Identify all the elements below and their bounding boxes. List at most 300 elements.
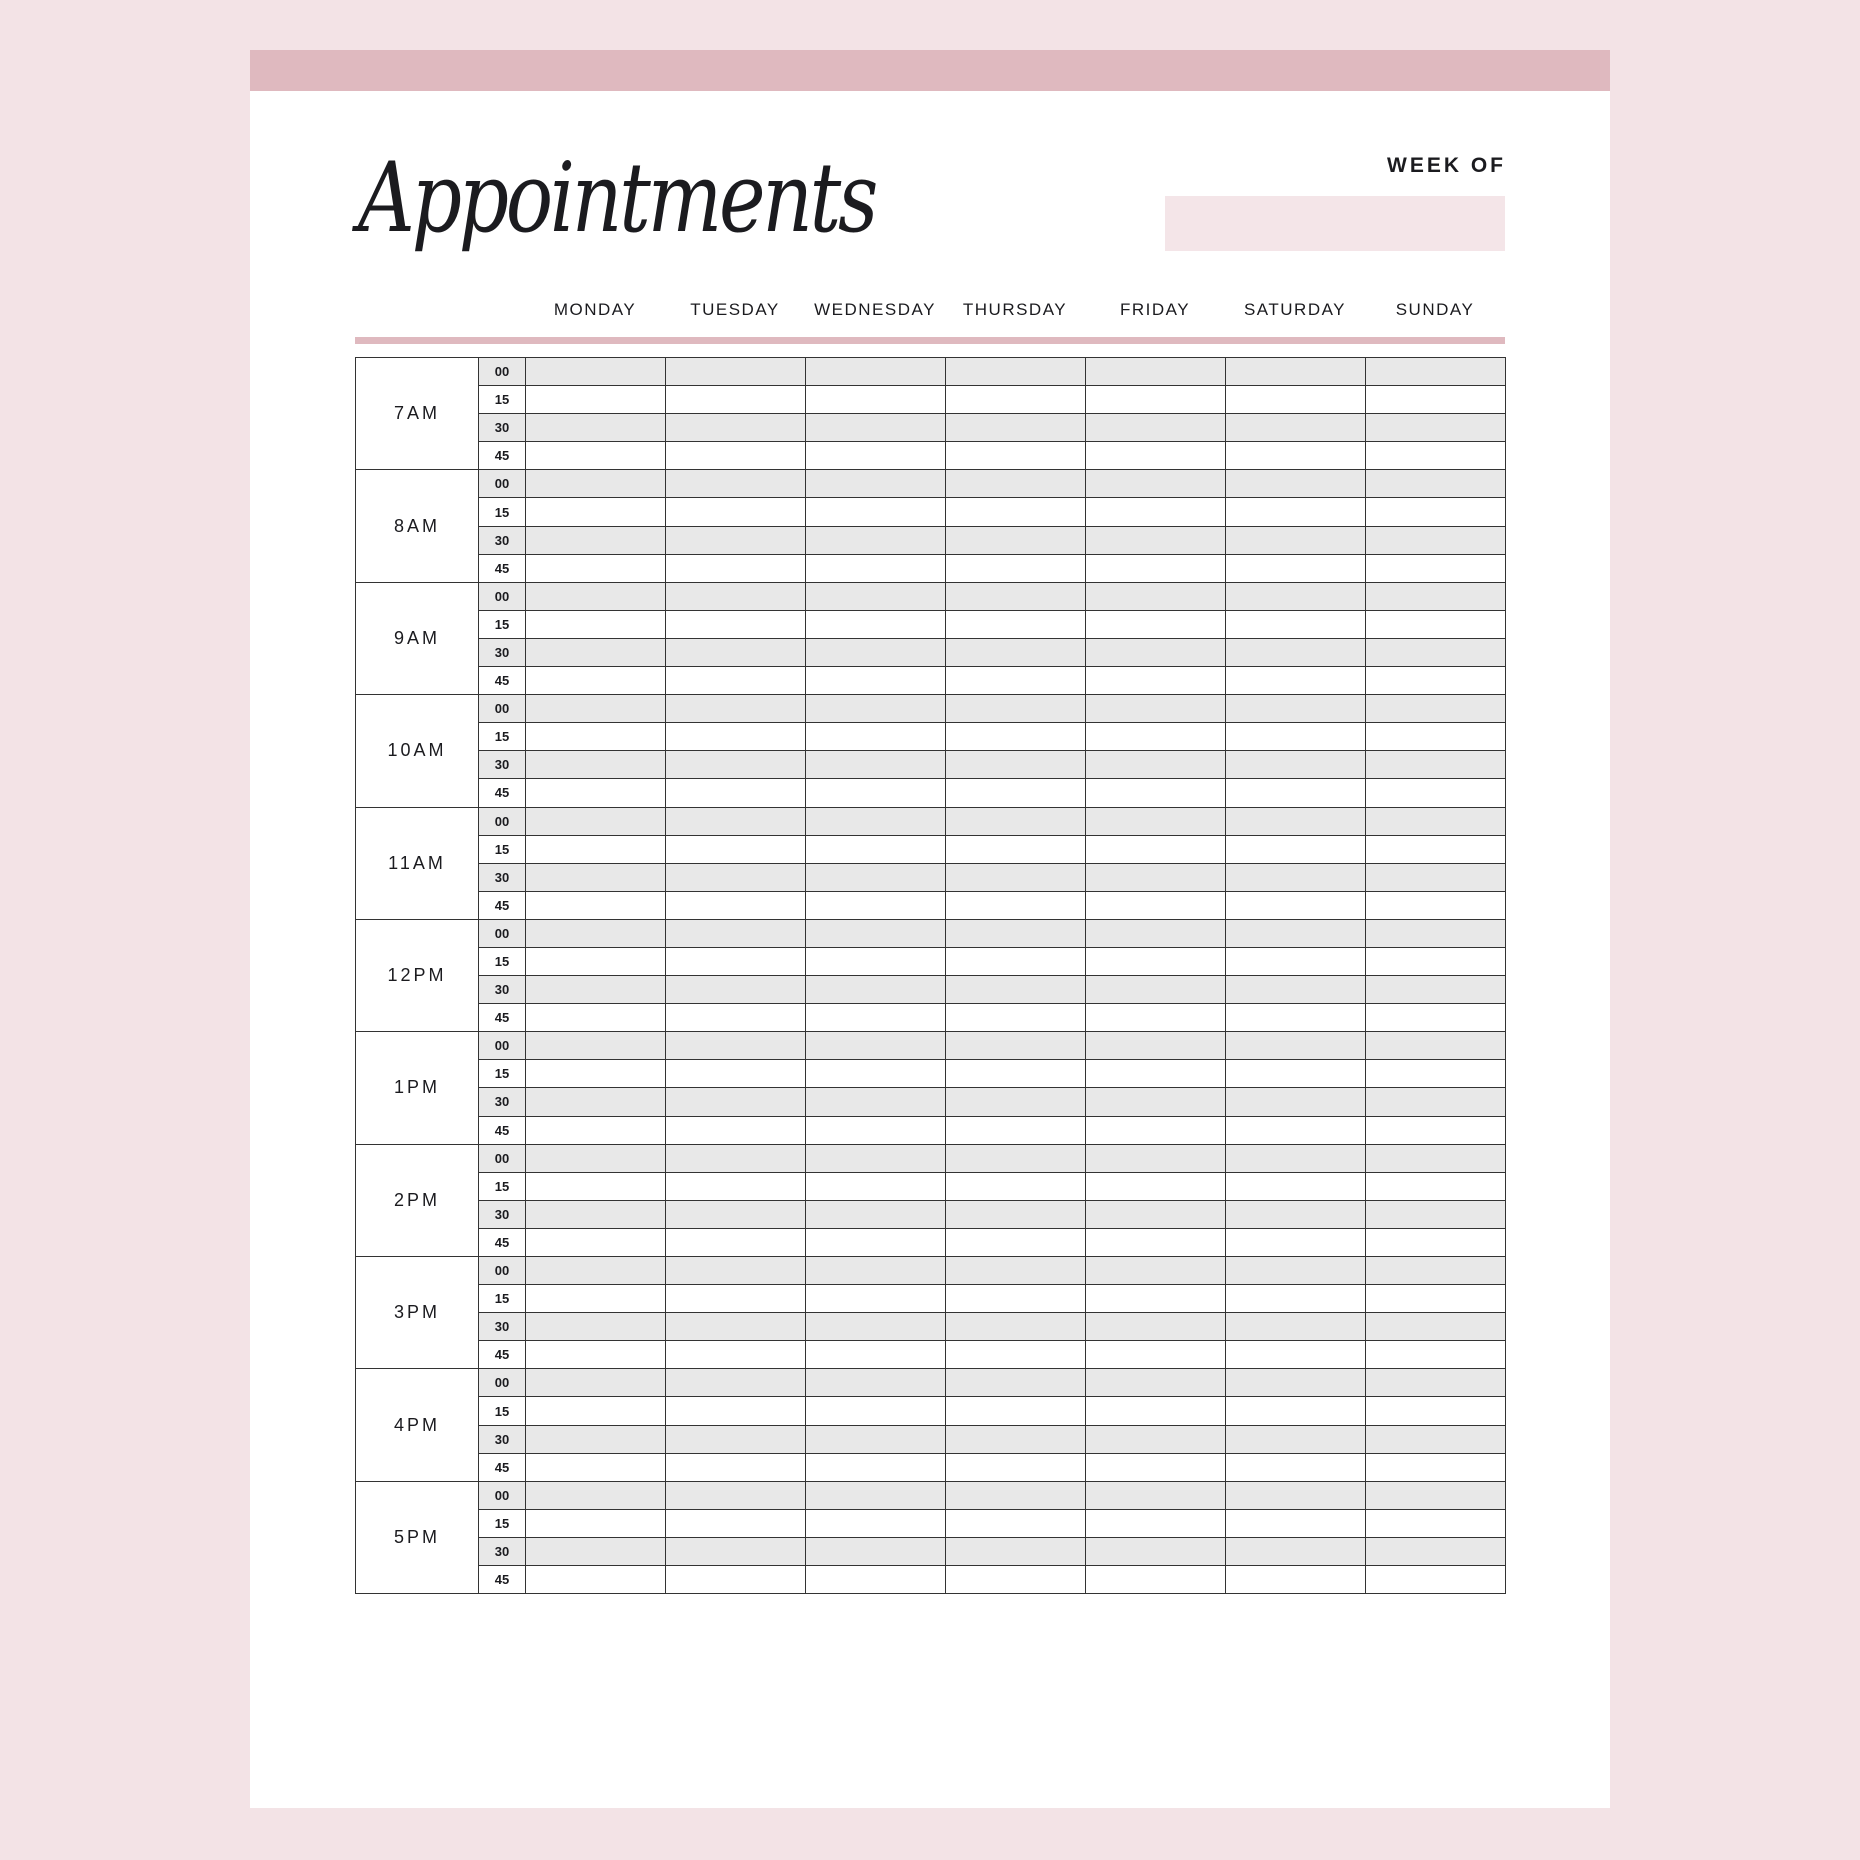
- appointment-cell-monday[interactable]: [526, 526, 666, 554]
- appointment-cell-monday[interactable]: [526, 695, 666, 723]
- appointment-cell-sunday[interactable]: [1366, 835, 1506, 863]
- appointment-cell-sunday[interactable]: [1366, 863, 1506, 891]
- appointment-cell-friday[interactable]: [1086, 1257, 1226, 1285]
- appointment-cell-saturday[interactable]: [1226, 1566, 1366, 1594]
- appointment-cell-tuesday[interactable]: [666, 1537, 806, 1565]
- appointment-cell-thursday[interactable]: [946, 863, 1086, 891]
- appointment-cell-saturday[interactable]: [1226, 947, 1366, 975]
- appointment-cell-thursday[interactable]: [946, 358, 1086, 386]
- appointment-cell-saturday[interactable]: [1226, 891, 1366, 919]
- appointment-cell-sunday[interactable]: [1366, 751, 1506, 779]
- appointment-cell-friday[interactable]: [1086, 1285, 1226, 1313]
- appointment-cell-saturday[interactable]: [1226, 1313, 1366, 1341]
- appointment-cell-tuesday[interactable]: [666, 723, 806, 751]
- appointment-cell-monday[interactable]: [526, 1566, 666, 1594]
- appointment-cell-sunday[interactable]: [1366, 1509, 1506, 1537]
- appointment-cell-sunday[interactable]: [1366, 498, 1506, 526]
- appointment-cell-thursday[interactable]: [946, 1397, 1086, 1425]
- appointment-cell-thursday[interactable]: [946, 1509, 1086, 1537]
- appointment-cell-friday[interactable]: [1086, 414, 1226, 442]
- appointment-cell-wednesday[interactable]: [806, 835, 946, 863]
- appointment-cell-friday[interactable]: [1086, 1228, 1226, 1256]
- appointment-cell-sunday[interactable]: [1366, 1257, 1506, 1285]
- appointment-cell-monday[interactable]: [526, 1032, 666, 1060]
- appointment-cell-thursday[interactable]: [946, 1088, 1086, 1116]
- appointment-cell-sunday[interactable]: [1366, 695, 1506, 723]
- appointment-cell-thursday[interactable]: [946, 1537, 1086, 1565]
- appointment-cell-saturday[interactable]: [1226, 554, 1366, 582]
- appointment-cell-saturday[interactable]: [1226, 1257, 1366, 1285]
- appointment-cell-tuesday[interactable]: [666, 976, 806, 1004]
- appointment-cell-wednesday[interactable]: [806, 582, 946, 610]
- appointment-cell-wednesday[interactable]: [806, 1257, 946, 1285]
- appointment-cell-sunday[interactable]: [1366, 442, 1506, 470]
- appointment-cell-sunday[interactable]: [1366, 976, 1506, 1004]
- appointment-cell-tuesday[interactable]: [666, 1453, 806, 1481]
- appointment-cell-sunday[interactable]: [1366, 1004, 1506, 1032]
- appointment-cell-tuesday[interactable]: [666, 386, 806, 414]
- appointment-cell-friday[interactable]: [1086, 1200, 1226, 1228]
- appointment-cell-thursday[interactable]: [946, 470, 1086, 498]
- appointment-cell-sunday[interactable]: [1366, 723, 1506, 751]
- appointment-cell-sunday[interactable]: [1366, 667, 1506, 695]
- appointment-cell-saturday[interactable]: [1226, 863, 1366, 891]
- appointment-cell-friday[interactable]: [1086, 1509, 1226, 1537]
- appointment-cell-wednesday[interactable]: [806, 1397, 946, 1425]
- appointment-cell-wednesday[interactable]: [806, 1116, 946, 1144]
- appointment-cell-friday[interactable]: [1086, 638, 1226, 666]
- appointment-cell-sunday[interactable]: [1366, 582, 1506, 610]
- appointment-cell-thursday[interactable]: [946, 919, 1086, 947]
- appointment-cell-saturday[interactable]: [1226, 638, 1366, 666]
- appointment-cell-monday[interactable]: [526, 1116, 666, 1144]
- appointment-cell-tuesday[interactable]: [666, 1116, 806, 1144]
- appointment-cell-monday[interactable]: [526, 498, 666, 526]
- appointment-cell-tuesday[interactable]: [666, 498, 806, 526]
- appointment-cell-friday[interactable]: [1086, 1032, 1226, 1060]
- appointment-cell-wednesday[interactable]: [806, 1060, 946, 1088]
- appointment-cell-monday[interactable]: [526, 723, 666, 751]
- appointment-cell-friday[interactable]: [1086, 1425, 1226, 1453]
- appointment-cell-thursday[interactable]: [946, 526, 1086, 554]
- appointment-cell-tuesday[interactable]: [666, 442, 806, 470]
- appointment-cell-wednesday[interactable]: [806, 863, 946, 891]
- appointment-cell-thursday[interactable]: [946, 582, 1086, 610]
- appointment-cell-sunday[interactable]: [1366, 414, 1506, 442]
- appointment-cell-sunday[interactable]: [1366, 891, 1506, 919]
- appointment-cell-wednesday[interactable]: [806, 1004, 946, 1032]
- appointment-cell-tuesday[interactable]: [666, 751, 806, 779]
- appointment-cell-friday[interactable]: [1086, 442, 1226, 470]
- appointment-cell-monday[interactable]: [526, 779, 666, 807]
- appointment-cell-tuesday[interactable]: [666, 1257, 806, 1285]
- appointment-cell-thursday[interactable]: [946, 1172, 1086, 1200]
- appointment-cell-tuesday[interactable]: [666, 610, 806, 638]
- appointment-cell-wednesday[interactable]: [806, 1566, 946, 1594]
- appointment-cell-saturday[interactable]: [1226, 1369, 1366, 1397]
- appointment-cell-friday[interactable]: [1086, 1144, 1226, 1172]
- appointment-cell-monday[interactable]: [526, 1397, 666, 1425]
- appointment-cell-wednesday[interactable]: [806, 554, 946, 582]
- appointment-cell-thursday[interactable]: [946, 1425, 1086, 1453]
- appointment-cell-wednesday[interactable]: [806, 667, 946, 695]
- appointment-cell-monday[interactable]: [526, 891, 666, 919]
- appointment-cell-thursday[interactable]: [946, 1032, 1086, 1060]
- appointment-cell-thursday[interactable]: [946, 1285, 1086, 1313]
- appointment-cell-wednesday[interactable]: [806, 947, 946, 975]
- appointment-cell-wednesday[interactable]: [806, 610, 946, 638]
- appointment-cell-sunday[interactable]: [1366, 919, 1506, 947]
- appointment-cell-saturday[interactable]: [1226, 1032, 1366, 1060]
- appointment-cell-wednesday[interactable]: [806, 1144, 946, 1172]
- appointment-cell-sunday[interactable]: [1366, 1397, 1506, 1425]
- appointment-cell-saturday[interactable]: [1226, 1088, 1366, 1116]
- appointment-cell-friday[interactable]: [1086, 1313, 1226, 1341]
- appointment-cell-wednesday[interactable]: [806, 526, 946, 554]
- appointment-cell-tuesday[interactable]: [666, 1369, 806, 1397]
- appointment-cell-tuesday[interactable]: [666, 638, 806, 666]
- appointment-cell-sunday[interactable]: [1366, 807, 1506, 835]
- appointment-cell-wednesday[interactable]: [806, 1425, 946, 1453]
- appointment-cell-monday[interactable]: [526, 1172, 666, 1200]
- appointment-cell-sunday[interactable]: [1366, 1369, 1506, 1397]
- appointment-cell-friday[interactable]: [1086, 947, 1226, 975]
- appointment-cell-saturday[interactable]: [1226, 498, 1366, 526]
- appointment-cell-monday[interactable]: [526, 470, 666, 498]
- appointment-cell-sunday[interactable]: [1366, 1341, 1506, 1369]
- appointment-cell-monday[interactable]: [526, 386, 666, 414]
- appointment-cell-thursday[interactable]: [946, 807, 1086, 835]
- week-of-field[interactable]: [1165, 196, 1505, 251]
- appointment-cell-thursday[interactable]: [946, 1257, 1086, 1285]
- appointment-cell-monday[interactable]: [526, 610, 666, 638]
- appointment-cell-tuesday[interactable]: [666, 1285, 806, 1313]
- appointment-cell-sunday[interactable]: [1366, 1116, 1506, 1144]
- appointment-cell-wednesday[interactable]: [806, 358, 946, 386]
- appointment-cell-monday[interactable]: [526, 358, 666, 386]
- appointment-cell-tuesday[interactable]: [666, 947, 806, 975]
- appointment-cell-monday[interactable]: [526, 1341, 666, 1369]
- appointment-cell-saturday[interactable]: [1226, 1116, 1366, 1144]
- appointment-cell-tuesday[interactable]: [666, 891, 806, 919]
- appointment-cell-wednesday[interactable]: [806, 1341, 946, 1369]
- appointment-cell-saturday[interactable]: [1226, 976, 1366, 1004]
- appointment-cell-monday[interactable]: [526, 1200, 666, 1228]
- appointment-cell-friday[interactable]: [1086, 610, 1226, 638]
- appointment-cell-sunday[interactable]: [1366, 1144, 1506, 1172]
- appointment-cell-monday[interactable]: [526, 554, 666, 582]
- appointment-cell-thursday[interactable]: [946, 638, 1086, 666]
- appointment-cell-tuesday[interactable]: [666, 835, 806, 863]
- appointment-cell-thursday[interactable]: [946, 1566, 1086, 1594]
- appointment-cell-saturday[interactable]: [1226, 1341, 1366, 1369]
- appointment-cell-monday[interactable]: [526, 1088, 666, 1116]
- appointment-cell-thursday[interactable]: [946, 1004, 1086, 1032]
- appointment-cell-sunday[interactable]: [1366, 1172, 1506, 1200]
- appointment-cell-thursday[interactable]: [946, 891, 1086, 919]
- appointment-cell-wednesday[interactable]: [806, 498, 946, 526]
- appointment-cell-friday[interactable]: [1086, 863, 1226, 891]
- appointment-cell-friday[interactable]: [1086, 1537, 1226, 1565]
- appointment-cell-tuesday[interactable]: [666, 358, 806, 386]
- appointment-cell-friday[interactable]: [1086, 667, 1226, 695]
- appointment-cell-saturday[interactable]: [1226, 667, 1366, 695]
- appointment-cell-tuesday[interactable]: [666, 554, 806, 582]
- appointment-cell-saturday[interactable]: [1226, 835, 1366, 863]
- appointment-cell-friday[interactable]: [1086, 498, 1226, 526]
- appointment-cell-sunday[interactable]: [1366, 1060, 1506, 1088]
- appointment-cell-thursday[interactable]: [946, 498, 1086, 526]
- appointment-cell-tuesday[interactable]: [666, 1566, 806, 1594]
- appointment-cell-saturday[interactable]: [1226, 1200, 1366, 1228]
- appointment-cell-tuesday[interactable]: [666, 1509, 806, 1537]
- appointment-cell-monday[interactable]: [526, 667, 666, 695]
- appointment-cell-tuesday[interactable]: [666, 470, 806, 498]
- appointment-cell-tuesday[interactable]: [666, 807, 806, 835]
- appointment-cell-saturday[interactable]: [1226, 1144, 1366, 1172]
- appointment-cell-sunday[interactable]: [1366, 1032, 1506, 1060]
- appointment-cell-wednesday[interactable]: [806, 1313, 946, 1341]
- appointment-cell-friday[interactable]: [1086, 779, 1226, 807]
- appointment-cell-tuesday[interactable]: [666, 1200, 806, 1228]
- appointment-cell-thursday[interactable]: [946, 610, 1086, 638]
- appointment-cell-thursday[interactable]: [946, 947, 1086, 975]
- appointment-cell-thursday[interactable]: [946, 442, 1086, 470]
- appointment-cell-tuesday[interactable]: [666, 667, 806, 695]
- appointment-cell-tuesday[interactable]: [666, 1004, 806, 1032]
- appointment-cell-monday[interactable]: [526, 1285, 666, 1313]
- appointment-cell-saturday[interactable]: [1226, 695, 1366, 723]
- appointment-cell-saturday[interactable]: [1226, 526, 1366, 554]
- appointment-cell-sunday[interactable]: [1366, 358, 1506, 386]
- appointment-cell-wednesday[interactable]: [806, 1172, 946, 1200]
- appointment-cell-wednesday[interactable]: [806, 1032, 946, 1060]
- appointment-cell-monday[interactable]: [526, 1004, 666, 1032]
- appointment-cell-thursday[interactable]: [946, 695, 1086, 723]
- appointment-cell-tuesday[interactable]: [666, 919, 806, 947]
- appointment-cell-saturday[interactable]: [1226, 779, 1366, 807]
- appointment-cell-sunday[interactable]: [1366, 1537, 1506, 1565]
- appointment-cell-saturday[interactable]: [1226, 1004, 1366, 1032]
- appointment-cell-saturday[interactable]: [1226, 1509, 1366, 1537]
- appointment-cell-tuesday[interactable]: [666, 1144, 806, 1172]
- appointment-cell-thursday[interactable]: [946, 1341, 1086, 1369]
- appointment-cell-tuesday[interactable]: [666, 1088, 806, 1116]
- appointment-cell-friday[interactable]: [1086, 891, 1226, 919]
- appointment-cell-saturday[interactable]: [1226, 1228, 1366, 1256]
- appointment-cell-tuesday[interactable]: [666, 695, 806, 723]
- appointment-cell-friday[interactable]: [1086, 526, 1226, 554]
- appointment-cell-tuesday[interactable]: [666, 1228, 806, 1256]
- appointment-cell-sunday[interactable]: [1366, 1088, 1506, 1116]
- appointment-cell-tuesday[interactable]: [666, 779, 806, 807]
- appointment-cell-friday[interactable]: [1086, 1004, 1226, 1032]
- appointment-cell-saturday[interactable]: [1226, 1537, 1366, 1565]
- appointment-cell-sunday[interactable]: [1366, 470, 1506, 498]
- appointment-cell-friday[interactable]: [1086, 1397, 1226, 1425]
- appointment-cell-thursday[interactable]: [946, 414, 1086, 442]
- appointment-cell-saturday[interactable]: [1226, 442, 1366, 470]
- appointment-cell-tuesday[interactable]: [666, 1425, 806, 1453]
- appointment-cell-wednesday[interactable]: [806, 1369, 946, 1397]
- appointment-cell-saturday[interactable]: [1226, 1172, 1366, 1200]
- appointment-cell-friday[interactable]: [1086, 976, 1226, 1004]
- appointment-cell-monday[interactable]: [526, 638, 666, 666]
- appointment-cell-sunday[interactable]: [1366, 526, 1506, 554]
- appointment-cell-saturday[interactable]: [1226, 751, 1366, 779]
- appointment-cell-saturday[interactable]: [1226, 470, 1366, 498]
- appointment-cell-wednesday[interactable]: [806, 414, 946, 442]
- appointment-cell-tuesday[interactable]: [666, 1032, 806, 1060]
- appointment-cell-wednesday[interactable]: [806, 695, 946, 723]
- appointment-cell-saturday[interactable]: [1226, 723, 1366, 751]
- appointment-cell-friday[interactable]: [1086, 1369, 1226, 1397]
- appointment-cell-tuesday[interactable]: [666, 1313, 806, 1341]
- appointment-cell-sunday[interactable]: [1366, 1481, 1506, 1509]
- appointment-cell-friday[interactable]: [1086, 919, 1226, 947]
- appointment-cell-monday[interactable]: [526, 1425, 666, 1453]
- appointment-cell-thursday[interactable]: [946, 1481, 1086, 1509]
- appointment-cell-wednesday[interactable]: [806, 891, 946, 919]
- appointment-cell-tuesday[interactable]: [666, 1172, 806, 1200]
- appointment-cell-tuesday[interactable]: [666, 1397, 806, 1425]
- appointment-cell-friday[interactable]: [1086, 1341, 1226, 1369]
- appointment-cell-monday[interactable]: [526, 414, 666, 442]
- appointment-cell-monday[interactable]: [526, 947, 666, 975]
- appointment-cell-thursday[interactable]: [946, 1228, 1086, 1256]
- appointment-cell-wednesday[interactable]: [806, 638, 946, 666]
- appointment-cell-thursday[interactable]: [946, 554, 1086, 582]
- appointment-cell-monday[interactable]: [526, 582, 666, 610]
- appointment-cell-monday[interactable]: [526, 1313, 666, 1341]
- appointment-cell-friday[interactable]: [1086, 695, 1226, 723]
- appointment-cell-saturday[interactable]: [1226, 919, 1366, 947]
- appointment-cell-monday[interactable]: [526, 1453, 666, 1481]
- appointment-cell-wednesday[interactable]: [806, 386, 946, 414]
- appointment-cell-sunday[interactable]: [1366, 1285, 1506, 1313]
- appointment-cell-friday[interactable]: [1086, 1172, 1226, 1200]
- appointment-cell-friday[interactable]: [1086, 554, 1226, 582]
- appointment-cell-monday[interactable]: [526, 919, 666, 947]
- appointment-cell-sunday[interactable]: [1366, 554, 1506, 582]
- appointment-cell-wednesday[interactable]: [806, 1537, 946, 1565]
- appointment-cell-friday[interactable]: [1086, 470, 1226, 498]
- appointment-cell-wednesday[interactable]: [806, 1285, 946, 1313]
- appointment-cell-tuesday[interactable]: [666, 1341, 806, 1369]
- appointment-cell-saturday[interactable]: [1226, 414, 1366, 442]
- appointment-cell-thursday[interactable]: [946, 1116, 1086, 1144]
- appointment-cell-monday[interactable]: [526, 1509, 666, 1537]
- appointment-cell-thursday[interactable]: [946, 1453, 1086, 1481]
- appointment-cell-tuesday[interactable]: [666, 863, 806, 891]
- appointment-cell-tuesday[interactable]: [666, 414, 806, 442]
- appointment-cell-thursday[interactable]: [946, 835, 1086, 863]
- appointment-cell-thursday[interactable]: [946, 976, 1086, 1004]
- appointment-cell-thursday[interactable]: [946, 751, 1086, 779]
- appointment-cell-wednesday[interactable]: [806, 1453, 946, 1481]
- appointment-cell-sunday[interactable]: [1366, 638, 1506, 666]
- appointment-cell-wednesday[interactable]: [806, 807, 946, 835]
- appointment-cell-wednesday[interactable]: [806, 470, 946, 498]
- appointment-cell-sunday[interactable]: [1366, 779, 1506, 807]
- appointment-cell-saturday[interactable]: [1226, 358, 1366, 386]
- appointment-cell-sunday[interactable]: [1366, 1425, 1506, 1453]
- appointment-cell-monday[interactable]: [526, 835, 666, 863]
- appointment-cell-monday[interactable]: [526, 807, 666, 835]
- appointment-cell-wednesday[interactable]: [806, 442, 946, 470]
- appointment-cell-monday[interactable]: [526, 1481, 666, 1509]
- appointment-cell-saturday[interactable]: [1226, 1060, 1366, 1088]
- appointment-cell-tuesday[interactable]: [666, 526, 806, 554]
- appointment-cell-monday[interactable]: [526, 1537, 666, 1565]
- appointment-cell-wednesday[interactable]: [806, 1228, 946, 1256]
- appointment-cell-monday[interactable]: [526, 1144, 666, 1172]
- appointment-cell-wednesday[interactable]: [806, 1481, 946, 1509]
- appointment-cell-friday[interactable]: [1086, 1060, 1226, 1088]
- appointment-cell-sunday[interactable]: [1366, 610, 1506, 638]
- appointment-cell-tuesday[interactable]: [666, 1481, 806, 1509]
- appointment-cell-wednesday[interactable]: [806, 1509, 946, 1537]
- appointment-cell-saturday[interactable]: [1226, 386, 1366, 414]
- appointment-cell-sunday[interactable]: [1366, 947, 1506, 975]
- appointment-cell-monday[interactable]: [526, 1228, 666, 1256]
- appointment-cell-monday[interactable]: [526, 863, 666, 891]
- appointment-cell-saturday[interactable]: [1226, 582, 1366, 610]
- appointment-cell-friday[interactable]: [1086, 1481, 1226, 1509]
- appointment-cell-thursday[interactable]: [946, 1060, 1086, 1088]
- appointment-cell-tuesday[interactable]: [666, 1060, 806, 1088]
- appointment-cell-friday[interactable]: [1086, 386, 1226, 414]
- appointment-cell-monday[interactable]: [526, 442, 666, 470]
- appointment-cell-thursday[interactable]: [946, 386, 1086, 414]
- appointment-cell-friday[interactable]: [1086, 1088, 1226, 1116]
- appointment-cell-friday[interactable]: [1086, 1566, 1226, 1594]
- appointment-cell-wednesday[interactable]: [806, 779, 946, 807]
- appointment-cell-friday[interactable]: [1086, 751, 1226, 779]
- appointment-cell-thursday[interactable]: [946, 779, 1086, 807]
- appointment-cell-thursday[interactable]: [946, 667, 1086, 695]
- appointment-cell-thursday[interactable]: [946, 1369, 1086, 1397]
- appointment-cell-monday[interactable]: [526, 1257, 666, 1285]
- appointment-cell-friday[interactable]: [1086, 835, 1226, 863]
- appointment-cell-saturday[interactable]: [1226, 610, 1366, 638]
- appointment-cell-wednesday[interactable]: [806, 751, 946, 779]
- appointment-cell-monday[interactable]: [526, 1369, 666, 1397]
- appointment-cell-friday[interactable]: [1086, 807, 1226, 835]
- appointment-cell-saturday[interactable]: [1226, 1453, 1366, 1481]
- appointment-cell-wednesday[interactable]: [806, 976, 946, 1004]
- appointment-cell-saturday[interactable]: [1226, 1425, 1366, 1453]
- appointment-cell-thursday[interactable]: [946, 1313, 1086, 1341]
- appointment-cell-wednesday[interactable]: [806, 723, 946, 751]
- appointment-cell-monday[interactable]: [526, 1060, 666, 1088]
- appointment-cell-sunday[interactable]: [1366, 1453, 1506, 1481]
- appointment-cell-sunday[interactable]: [1366, 1566, 1506, 1594]
- appointment-cell-saturday[interactable]: [1226, 1397, 1366, 1425]
- appointment-cell-friday[interactable]: [1086, 358, 1226, 386]
- appointment-cell-saturday[interactable]: [1226, 807, 1366, 835]
- appointment-cell-tuesday[interactable]: [666, 582, 806, 610]
- appointment-cell-thursday[interactable]: [946, 723, 1086, 751]
- appointment-cell-sunday[interactable]: [1366, 386, 1506, 414]
- appointment-cell-friday[interactable]: [1086, 582, 1226, 610]
- appointment-cell-saturday[interactable]: [1226, 1481, 1366, 1509]
- appointment-cell-monday[interactable]: [526, 751, 666, 779]
- appointment-cell-wednesday[interactable]: [806, 919, 946, 947]
- appointment-cell-wednesday[interactable]: [806, 1088, 946, 1116]
- appointment-cell-thursday[interactable]: [946, 1200, 1086, 1228]
- appointment-cell-friday[interactable]: [1086, 1453, 1226, 1481]
